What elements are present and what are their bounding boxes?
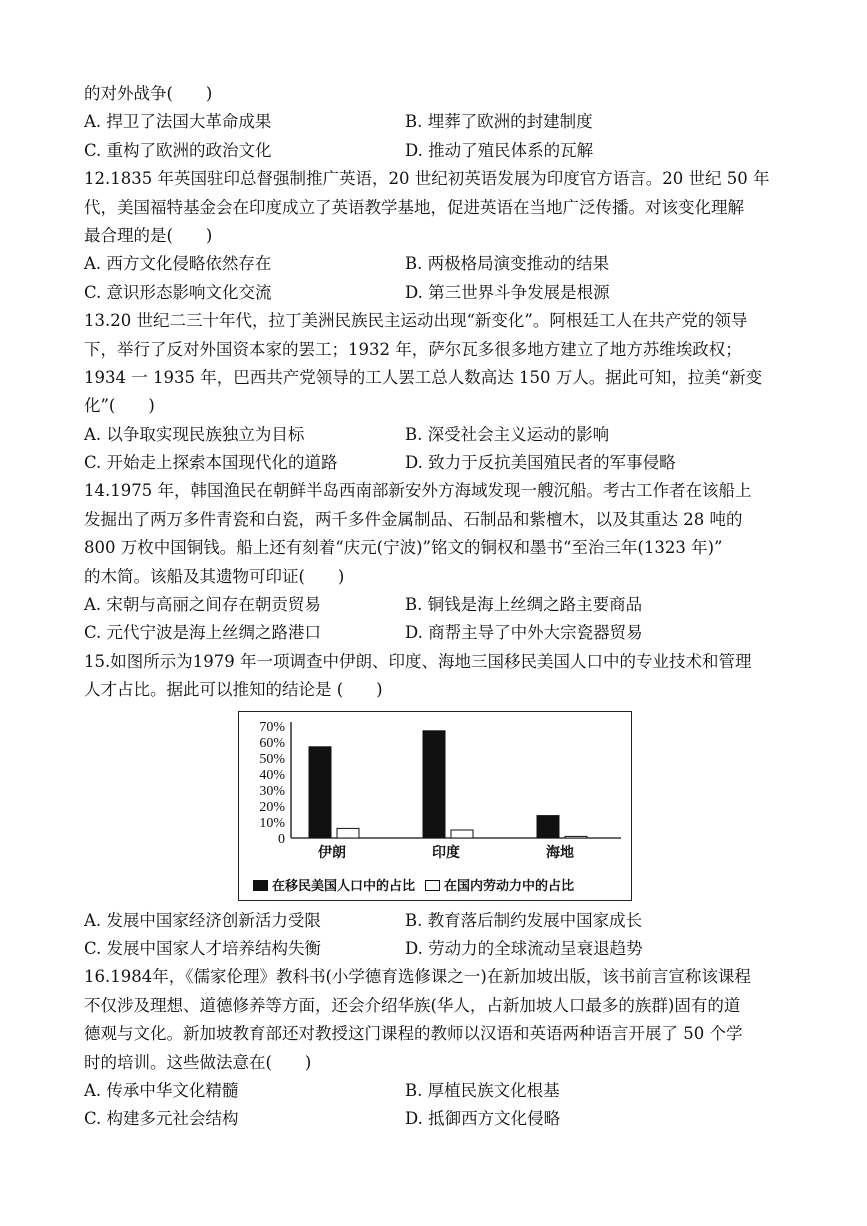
option-c[interactable]: C. 开始走上探索本国现代化的道路 (84, 453, 338, 473)
option-c[interactable]: C. 构建多元社会结构 (84, 1109, 239, 1129)
legend-label-domestic: 在国内劳动力中的占比 (444, 878, 575, 894)
y-tick-label: 0 (278, 831, 285, 847)
question-14-text: 的木简。该船及其遗物可印证( ) (84, 566, 345, 586)
bar-domestic (451, 830, 473, 838)
option-a[interactable]: A. 发展中国家经济创新活力受限 (84, 910, 321, 930)
question-13-text: 1934 一 1935 年，巴西共产党领导的工人罢工总人数高达 150 万人。据此可知，拉美“新变 (84, 367, 763, 387)
options-row (84, 250, 786, 278)
legend-swatch-black (253, 880, 268, 891)
bar-immigrant (423, 730, 445, 837)
options-row (84, 1105, 786, 1133)
y-tick-label: 40% (259, 767, 285, 783)
bar-immigrant (309, 746, 331, 837)
y-tick-label: 10% (259, 815, 285, 831)
y-tick-label: 60% (259, 735, 285, 751)
question-14-text: 发掘出了两万多件青瓷和白瓷，两千多件金属制品、石制品和紫檀木，以及其重达 28 吨的 (84, 509, 743, 529)
bar-chart (239, 712, 630, 872)
chart-legend (253, 875, 574, 894)
question-12-text: 代，美国福特基金会在印度成立了英语教学基地，促进英语在当地广泛传播。对该变化理解 (84, 197, 744, 217)
option-b[interactable]: B. 铜钱是海上丝绸之路主要商品 (405, 595, 643, 615)
x-category-label: 印度 (432, 844, 460, 861)
bar-immigrant (537, 815, 559, 837)
question-11-tail: 的对外战争( ) (84, 84, 213, 103)
options-row (84, 108, 786, 136)
y-tick-label: 20% (259, 799, 285, 815)
options-row (84, 907, 786, 935)
option-b[interactable]: B. 厚植民族文化根基 (405, 1080, 560, 1100)
options-row (84, 449, 786, 477)
question-15-text: 15.如图所示为1979 年一项调查中伊朗、印度、海地三国移民美国人口中的专业技术和管理 (84, 651, 752, 671)
option-d[interactable]: D. 第三世界斗争发展是根源 (405, 282, 610, 302)
question-12-text: 12.1835 年英国驻印总督强制推广英语，20 世纪初英语发展为印度官方语言。20 世纪 50 年 (84, 169, 770, 189)
option-c[interactable]: C. 重构了欧洲的政治文化 (84, 140, 272, 160)
question-12-text: 最合理的是( ) (84, 225, 213, 245)
option-a[interactable]: A. 捍卫了法国大革命成果 (84, 112, 272, 132)
options-row (84, 935, 786, 963)
question-15-text: 人才占比。据此可以推知的结论是 ( ) (84, 680, 383, 700)
option-d[interactable]: D. 推动了殖民体系的瓦解 (405, 140, 594, 160)
option-a[interactable]: A. 传承中华文化精髓 (84, 1080, 239, 1100)
legend-label-immigrant: 在移民美国人口中的占比 (272, 878, 416, 894)
bar-domestic (565, 836, 587, 838)
option-b[interactable]: B. 深受社会主义运动的影响 (405, 424, 610, 444)
exam-page (84, 80, 786, 1134)
options-row (84, 279, 786, 307)
question-14-text: 14.1975 年，韩国渔民在朝鲜半岛西南部新安外方海域发现一艘沉船。考古工作者在该船上 (84, 481, 752, 501)
options-row (84, 591, 786, 619)
option-c[interactable]: C. 发展中国家人才培养结构失衡 (84, 938, 322, 958)
question-14-text: 800 万枚中国铜钱。船上还有刻着“庆元(宁波)”铭文的铜权和墨书“至治三年(1323 年)” (84, 538, 723, 558)
option-b[interactable]: B. 两极格局演变推动的结果 (405, 254, 610, 274)
question-16-text: 不仅涉及理想、道德修养等方面，还会介绍华族(华人，占新加坡人口最多的族群)固有的道 (84, 995, 741, 1015)
x-category-label: 海地 (546, 844, 574, 861)
option-d[interactable]: D. 抵御西方文化侵略 (405, 1109, 561, 1129)
y-tick-label: 70% (259, 719, 285, 735)
option-d[interactable]: D. 致力于反抗美国殖民者的军事侵略 (405, 453, 676, 473)
option-d[interactable]: D. 商帮主导了中外大宗瓷器贸易 (405, 623, 643, 643)
option-c[interactable]: C. 元代宁波是海上丝绸之路港口 (84, 623, 322, 643)
option-d[interactable]: D. 劳动力的全球流动呈衰退趋势 (405, 938, 643, 958)
options-row (84, 137, 786, 165)
x-category-label: 伊朗 (318, 844, 346, 861)
y-tick-label: 50% (259, 751, 285, 767)
question-13-text: 化”( ) (84, 396, 155, 416)
options-row (84, 421, 786, 449)
options-row (84, 1077, 786, 1105)
option-b[interactable]: B. 埋葬了欧洲的封建制度 (405, 112, 593, 132)
option-a[interactable]: A. 以争取实现民族独立为目标 (84, 424, 305, 444)
option-c[interactable]: C. 意识形态影响文化交流 (84, 282, 272, 302)
options-row (84, 619, 786, 647)
question-13-text: 13.20 世纪二三十年代，拉丁美洲民族民主运动出现“新变化”。阿根廷工人在共产党的领导 (84, 311, 748, 331)
legend-swatch-white (425, 880, 440, 891)
question-16-text: 16.1984年，《儒家伦理》教科书(小学德育选修课之一)在新加坡出版，该书前言宣称该课程 (84, 967, 751, 987)
option-b[interactable]: B. 教育落后制约发展中国家成长 (405, 910, 643, 930)
question-13-text: 下，举行了反对外国资本家的罢工；1932 年，萨尔瓦多很多地方建立了地方苏维埃政权； (84, 339, 742, 359)
question-16-text: 德观与文化。新加坡教育部还对教授这门课程的教师以汉语和英语两种语言开展了 50 个学 (84, 1024, 743, 1044)
bar-domestic (337, 828, 359, 838)
option-a[interactable]: A. 宋朝与高丽之间存在朝贡贸易 (84, 595, 321, 615)
bar-chart-figure (238, 711, 632, 901)
y-tick-label: 30% (259, 783, 285, 799)
option-a[interactable]: A. 西方文化侵略依然存在 (84, 254, 272, 274)
question-16-text: 时的培训。这些做法意在( ) (84, 1052, 312, 1072)
